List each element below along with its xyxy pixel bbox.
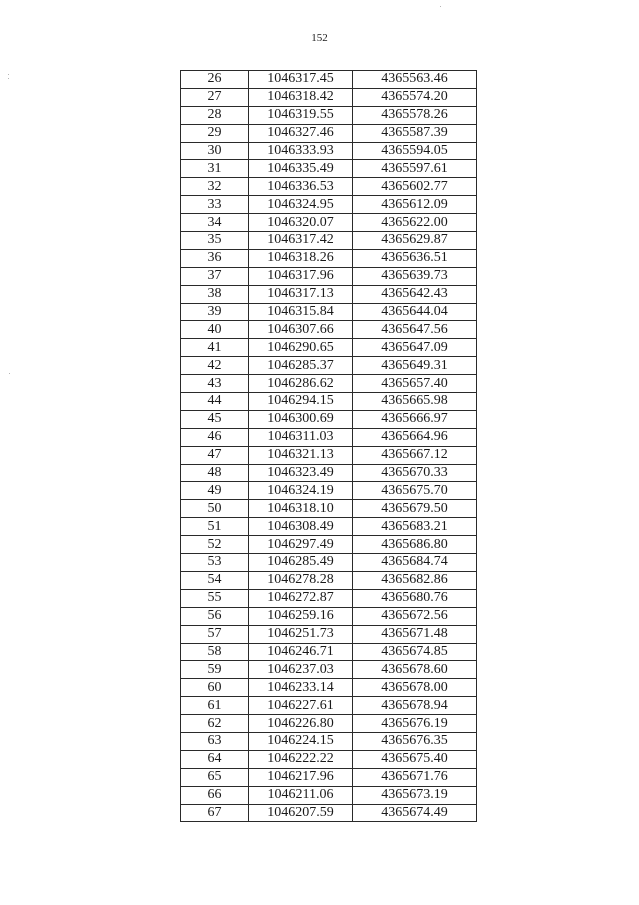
table-row xyxy=(181,375,477,393)
y-coordinate-cell: 4365674.49 xyxy=(353,804,477,822)
table-row xyxy=(181,303,477,321)
x-coordinate-cell: 1046297.49 xyxy=(249,536,353,554)
y-coordinate-cell: 4365679.50 xyxy=(353,500,477,518)
x-coordinate-cell: 1046294.15 xyxy=(249,393,353,411)
table-row xyxy=(181,715,477,733)
point-number-cell: 26 xyxy=(181,71,249,89)
y-coordinate-cell: 4365612.09 xyxy=(353,196,477,214)
x-coordinate-cell: 1046207.59 xyxy=(249,804,353,822)
x-coordinate-cell: 1046319.55 xyxy=(249,106,353,124)
point-number-cell: 64 xyxy=(181,750,249,768)
table-row xyxy=(181,339,477,357)
table-row xyxy=(181,428,477,446)
point-number-cell: 47 xyxy=(181,446,249,464)
point-number-cell: 27 xyxy=(181,88,249,106)
x-coordinate-cell: 1046300.69 xyxy=(249,410,353,428)
table-row xyxy=(181,804,477,822)
x-coordinate-cell: 1046285.49 xyxy=(249,554,353,572)
x-coordinate-cell: 1046311.03 xyxy=(249,428,353,446)
point-number-cell: 52 xyxy=(181,536,249,554)
y-coordinate-cell: 4365674.85 xyxy=(353,643,477,661)
x-coordinate-cell: 1046272.87 xyxy=(249,589,353,607)
y-coordinate-cell: 4365657.40 xyxy=(353,375,477,393)
y-coordinate-cell: 4365594.05 xyxy=(353,142,477,160)
y-coordinate-cell: 4365682.86 xyxy=(353,571,477,589)
y-coordinate-cell: 4365636.51 xyxy=(353,249,477,267)
point-number-cell: 44 xyxy=(181,393,249,411)
y-coordinate-cell: 4365686.80 xyxy=(353,536,477,554)
x-coordinate-cell: 1046224.15 xyxy=(249,732,353,750)
scan-speck xyxy=(8,74,9,75)
y-coordinate-cell: 4365670.33 xyxy=(353,464,477,482)
table-row xyxy=(181,249,477,267)
x-coordinate-cell: 1046318.26 xyxy=(249,249,353,267)
y-coordinate-cell: 4365602.77 xyxy=(353,178,477,196)
point-number-cell: 56 xyxy=(181,607,249,625)
y-coordinate-cell: 4365664.96 xyxy=(353,428,477,446)
x-coordinate-cell: 1046278.28 xyxy=(249,571,353,589)
y-coordinate-cell: 4365622.00 xyxy=(353,214,477,232)
y-coordinate-cell: 4365667.12 xyxy=(353,446,477,464)
point-number-cell: 40 xyxy=(181,321,249,339)
point-number-cell: 66 xyxy=(181,786,249,804)
y-coordinate-cell: 4365684.74 xyxy=(353,554,477,572)
table-row xyxy=(181,464,477,482)
point-number-cell: 46 xyxy=(181,428,249,446)
y-coordinate-cell: 4365671.48 xyxy=(353,625,477,643)
point-number-cell: 54 xyxy=(181,571,249,589)
table-row xyxy=(181,106,477,124)
y-coordinate-cell: 4365649.31 xyxy=(353,357,477,375)
y-coordinate-cell: 4365672.56 xyxy=(353,607,477,625)
x-coordinate-cell: 1046323.49 xyxy=(249,464,353,482)
table-row xyxy=(181,267,477,285)
point-number-cell: 43 xyxy=(181,375,249,393)
x-coordinate-cell: 1046320.07 xyxy=(249,214,353,232)
y-coordinate-cell: 4365642.43 xyxy=(353,285,477,303)
point-number-cell: 34 xyxy=(181,214,249,232)
point-number-cell: 57 xyxy=(181,625,249,643)
x-coordinate-cell: 1046318.10 xyxy=(249,500,353,518)
x-coordinate-cell: 1046308.49 xyxy=(249,518,353,536)
point-number-cell: 42 xyxy=(181,357,249,375)
table-row xyxy=(181,232,477,250)
x-coordinate-cell: 1046318.42 xyxy=(249,88,353,106)
point-number-cell: 65 xyxy=(181,768,249,786)
x-coordinate-cell: 1046259.16 xyxy=(249,607,353,625)
coordinates-table xyxy=(180,70,477,822)
y-coordinate-cell: 4365678.00 xyxy=(353,679,477,697)
table-row xyxy=(181,518,477,536)
table-row xyxy=(181,625,477,643)
y-coordinate-cell: 4365597.61 xyxy=(353,160,477,178)
point-number-cell: 39 xyxy=(181,303,249,321)
point-number-cell: 61 xyxy=(181,697,249,715)
y-coordinate-cell: 4365676.35 xyxy=(353,732,477,750)
y-coordinate-cell: 4365666.97 xyxy=(353,410,477,428)
table-row xyxy=(181,88,477,106)
table-row xyxy=(181,607,477,625)
y-coordinate-cell: 4365665.98 xyxy=(353,393,477,411)
table-row xyxy=(181,71,477,89)
table-row xyxy=(181,124,477,142)
table-row xyxy=(181,536,477,554)
x-coordinate-cell: 1046315.84 xyxy=(249,303,353,321)
y-coordinate-cell: 4365644.04 xyxy=(353,303,477,321)
scan-speck xyxy=(9,373,10,374)
point-number-cell: 29 xyxy=(181,124,249,142)
x-coordinate-cell: 1046324.19 xyxy=(249,482,353,500)
table-row xyxy=(181,214,477,232)
x-coordinate-cell: 1046233.14 xyxy=(249,679,353,697)
point-number-cell: 48 xyxy=(181,464,249,482)
y-coordinate-cell: 4365676.19 xyxy=(353,715,477,733)
table-row xyxy=(181,410,477,428)
x-coordinate-cell: 1046321.13 xyxy=(249,446,353,464)
x-coordinate-cell: 1046211.06 xyxy=(249,786,353,804)
point-number-cell: 35 xyxy=(181,232,249,250)
point-number-cell: 45 xyxy=(181,410,249,428)
point-number-cell: 41 xyxy=(181,339,249,357)
table-row xyxy=(181,643,477,661)
table-row xyxy=(181,679,477,697)
table-row xyxy=(181,500,477,518)
point-number-cell: 67 xyxy=(181,804,249,822)
point-number-cell: 28 xyxy=(181,106,249,124)
point-number-cell: 38 xyxy=(181,285,249,303)
point-number-cell: 31 xyxy=(181,160,249,178)
point-number-cell: 30 xyxy=(181,142,249,160)
scan-speck xyxy=(8,78,9,79)
table-row xyxy=(181,732,477,750)
y-coordinate-cell: 4365587.39 xyxy=(353,124,477,142)
point-number-cell: 53 xyxy=(181,554,249,572)
table-row xyxy=(181,178,477,196)
table-row xyxy=(181,554,477,572)
y-coordinate-cell: 4365678.94 xyxy=(353,697,477,715)
x-coordinate-cell: 1046285.37 xyxy=(249,357,353,375)
table-row xyxy=(181,571,477,589)
table-row xyxy=(181,393,477,411)
x-coordinate-cell: 1046227.61 xyxy=(249,697,353,715)
table-row xyxy=(181,661,477,679)
y-coordinate-cell: 4365680.76 xyxy=(353,589,477,607)
x-coordinate-cell: 1046237.03 xyxy=(249,661,353,679)
point-number-cell: 36 xyxy=(181,249,249,267)
table-row xyxy=(181,768,477,786)
y-coordinate-cell: 4365678.60 xyxy=(353,661,477,679)
x-coordinate-cell: 1046217.96 xyxy=(249,768,353,786)
point-number-cell: 59 xyxy=(181,661,249,679)
point-number-cell: 51 xyxy=(181,518,249,536)
x-coordinate-cell: 1046317.42 xyxy=(249,232,353,250)
scan-speck xyxy=(440,6,441,7)
y-coordinate-cell: 4365673.19 xyxy=(353,786,477,804)
point-number-cell: 60 xyxy=(181,679,249,697)
table-row xyxy=(181,589,477,607)
x-coordinate-cell: 1046251.73 xyxy=(249,625,353,643)
table-row xyxy=(181,750,477,768)
x-coordinate-cell: 1046307.66 xyxy=(249,321,353,339)
x-coordinate-cell: 1046246.71 xyxy=(249,643,353,661)
y-coordinate-cell: 4365671.76 xyxy=(353,768,477,786)
table-row xyxy=(181,321,477,339)
y-coordinate-cell: 4365647.09 xyxy=(353,339,477,357)
x-coordinate-cell: 1046327.46 xyxy=(249,124,353,142)
point-number-cell: 37 xyxy=(181,267,249,285)
table-row xyxy=(181,786,477,804)
page-number: 152 xyxy=(311,32,328,44)
table-row xyxy=(181,142,477,160)
point-number-cell: 55 xyxy=(181,589,249,607)
x-coordinate-cell: 1046286.62 xyxy=(249,375,353,393)
y-coordinate-cell: 4365675.40 xyxy=(353,750,477,768)
x-coordinate-cell: 1046290.65 xyxy=(249,339,353,357)
x-coordinate-cell: 1046226.80 xyxy=(249,715,353,733)
table-row xyxy=(181,697,477,715)
point-number-cell: 62 xyxy=(181,715,249,733)
y-coordinate-cell: 4365574.20 xyxy=(353,88,477,106)
point-number-cell: 63 xyxy=(181,732,249,750)
x-coordinate-cell: 1046335.49 xyxy=(249,160,353,178)
x-coordinate-cell: 1046324.95 xyxy=(249,196,353,214)
point-number-cell: 33 xyxy=(181,196,249,214)
table-row xyxy=(181,446,477,464)
x-coordinate-cell: 1046317.96 xyxy=(249,267,353,285)
point-number-cell: 32 xyxy=(181,178,249,196)
y-coordinate-cell: 4365629.87 xyxy=(353,232,477,250)
y-coordinate-cell: 4365675.70 xyxy=(353,482,477,500)
point-number-cell: 50 xyxy=(181,500,249,518)
x-coordinate-cell: 1046317.13 xyxy=(249,285,353,303)
point-number-cell: 49 xyxy=(181,482,249,500)
x-coordinate-cell: 1046336.53 xyxy=(249,178,353,196)
x-coordinate-cell: 1046333.93 xyxy=(249,142,353,160)
table-row xyxy=(181,285,477,303)
y-coordinate-cell: 4365639.73 xyxy=(353,267,477,285)
x-coordinate-cell: 1046317.45 xyxy=(249,71,353,89)
y-coordinate-cell: 4365647.56 xyxy=(353,321,477,339)
y-coordinate-cell: 4365683.21 xyxy=(353,518,477,536)
y-coordinate-cell: 4365578.26 xyxy=(353,106,477,124)
table-row xyxy=(181,482,477,500)
table-row xyxy=(181,160,477,178)
x-coordinate-cell: 1046222.22 xyxy=(249,750,353,768)
point-number-cell: 58 xyxy=(181,643,249,661)
coordinates-table-body xyxy=(181,71,477,822)
table-row xyxy=(181,196,477,214)
y-coordinate-cell: 4365563.46 xyxy=(353,71,477,89)
table-row xyxy=(181,357,477,375)
